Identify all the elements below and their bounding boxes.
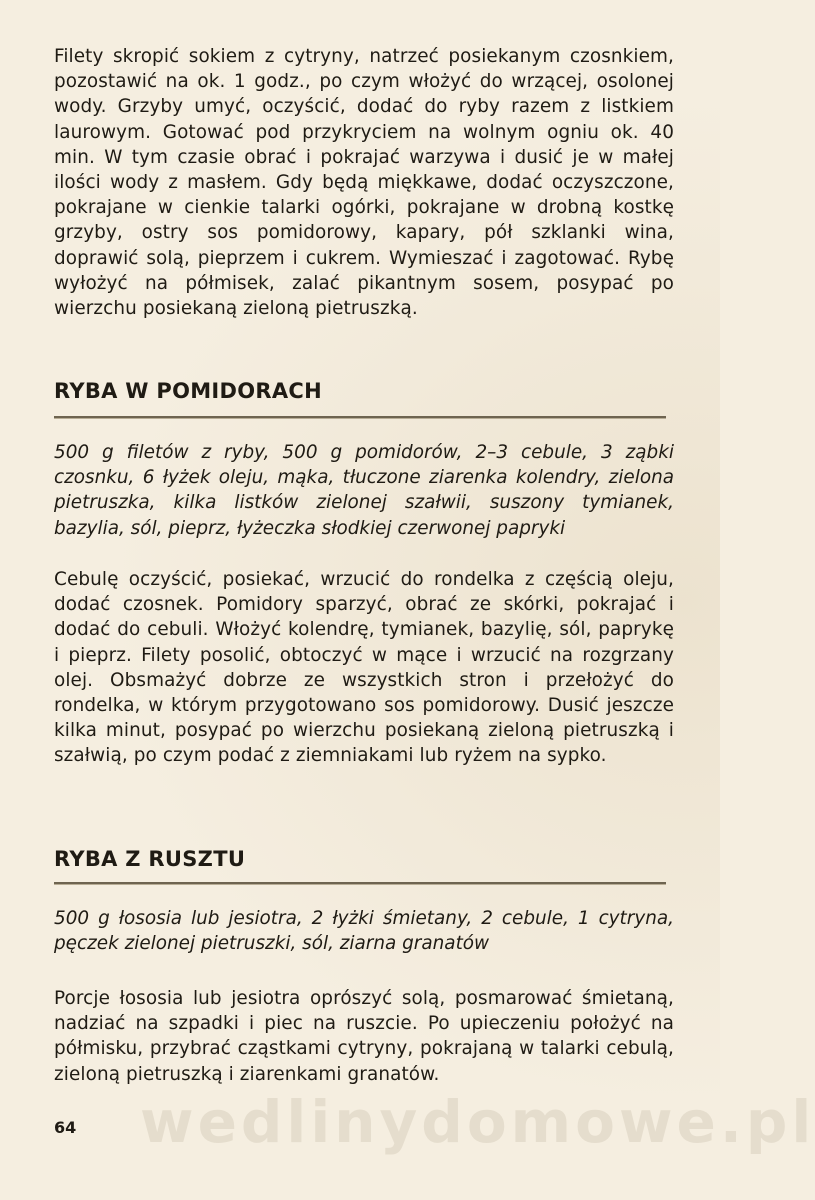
recipe1-title: RYBA W POMIDORACH: [54, 379, 323, 403]
recipe2-header: [54, 846, 674, 885]
recipe2-ingredients-block: [54, 906, 674, 956]
recipe2-method-block: [54, 986, 674, 1087]
recipe1-method: Cebulę oczyścić, posiekać, wrzucić do rondelka z częścią oleju, dodać czosnek. Pomidory sparzyć, obrać ze skórki, pokrajać i dodać do cebuli. Włożyć kolendrę, tymianek, bazylię, sól, paprykę i pieprz. Filety posolić, obtoczyć w mące i wrzucić na rozgrzany olej. Obsmażyć dobrze ze wszystkich stron i przełożyć do rondelka, w którym przygotowano sos pomidorowy. Dusić jeszcze kilka minut, posypać po wierzchu posiekaną zieloną pietruszką i szałwią, po czym podać z ziemniakami lub ryżem na sypko.: [54, 569, 674, 767]
intro-paragraph: Filety skropić sokiem z cytryny, natrzeć posiekanym czosnkiem, pozostawić na ok. 1 godz., po czym włożyć do wrzącej, osolonej wody. Grzyby umyć, oczyścić, dodać do ryby razem z listkiem laurowym. Gotować pod przykryciem na wolnym ogniu ok. 40 min. W tym czasie obrać i pokrajać warzywa i dusić je w małej ilości wody z masłem. Gdy będą miękkawe, dodać oczyszczone, pokrajane w cienkie talarki ogórki, pokrajane w drobną kostkę grzyby, ostry sos pomidorowy, kapary, pół szklanki wina, doprawić solą, pieprzem i cukrem. Wymieszać i zagotować. Rybę wyłożyć na półmisek, zalać pikantnym sosem, posypać po wierzchu posiekaną zieloną pietruszką.: [54, 46, 674, 320]
recipe1-method-block: [54, 567, 674, 769]
intro-block: [54, 44, 674, 321]
watermark: wedlinydomowe.pl: [140, 1088, 815, 1156]
recipe1-ingredients: 500 g filetów z ryby, 500 g pomidorów, 2–3 cebule, 3 ząbki czosnku, 6 łyżek oleju, mąka, tłuczone ziarenka kolendry, zielona pietruszka, kilka listków zielonej szałwii, suszony tymianek, bazylia, sól, pieprz, łyżeczka słodkiej czerwonej papryki: [54, 442, 674, 539]
recipe2-method: Porcje łososia lub jesiotra oprószyć solą, posmarować śmietaną, nadziać na szpadki i piec na ruszcie. Po upieczeniu położyć na półmisku, przybrać cząstkami cytryny, pokrajaną w talarki cebulą, zieloną pietruszką i ziarenkami granatów.: [54, 988, 674, 1085]
page-number: 64: [54, 1118, 77, 1137]
recipe2-divider: [54, 882, 666, 885]
recipe2-ingredients: 500 g łososia lub jesiotra, 2 łyżki śmietany, 2 cebule, 1 cytryna, pęczek zielonej pietruszki, sól, ziarna granatów: [54, 908, 674, 955]
recipe1-divider: [54, 416, 666, 419]
recipe2-title: RYBA Z RUSZTU: [54, 847, 246, 871]
recipe1-header: [54, 378, 674, 419]
recipe1-ingredients-block: [54, 440, 674, 541]
